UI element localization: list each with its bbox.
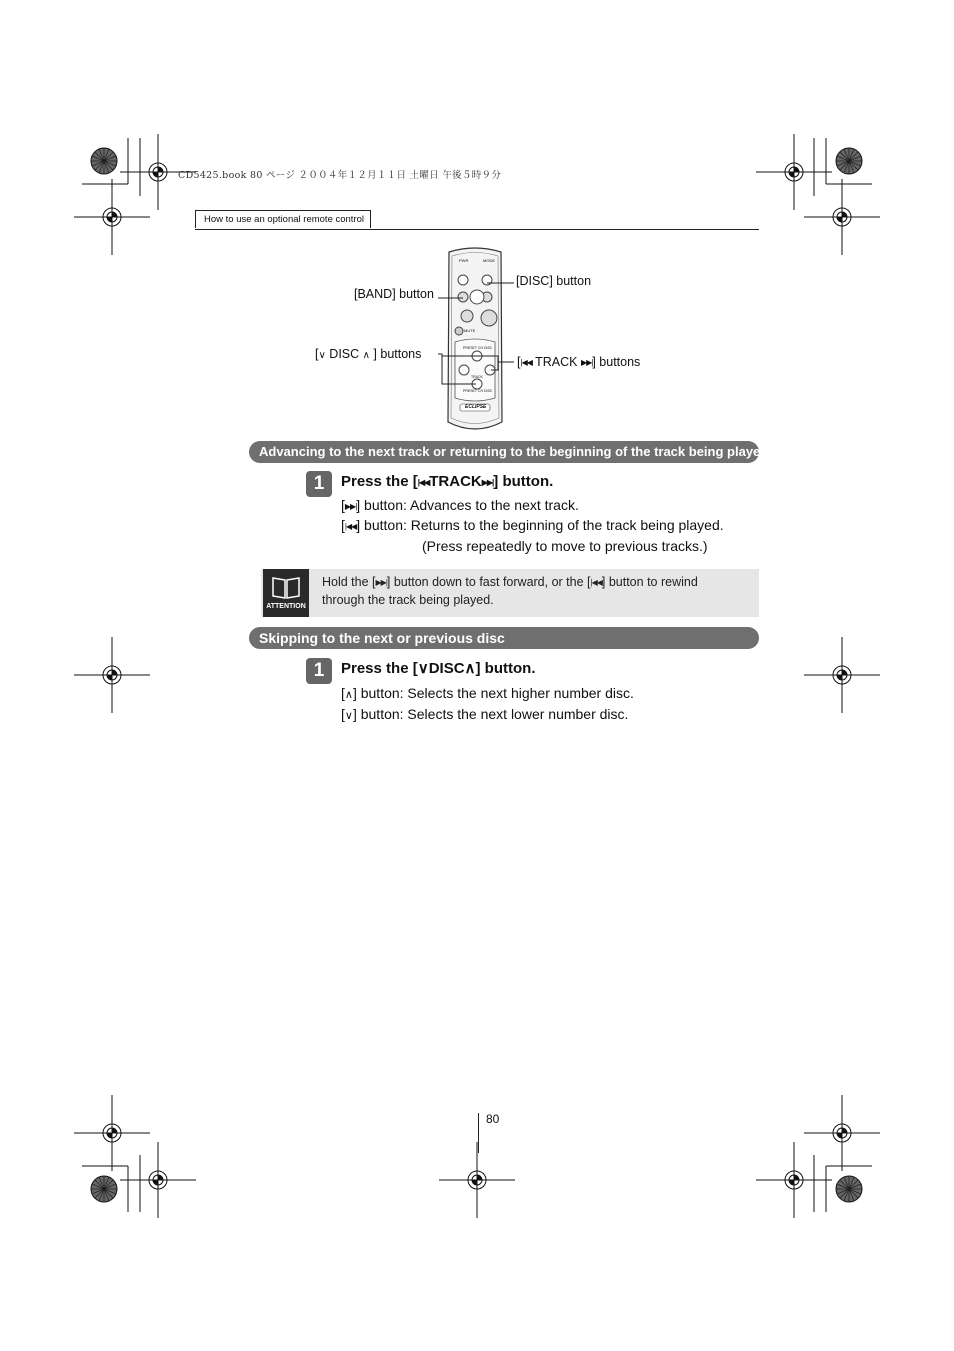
previous-track-icon: |◀◀ [417, 478, 430, 487]
attention-line-1 [322, 575, 698, 589]
book-icon [271, 575, 301, 601]
callout-disc-updown-buttons [315, 347, 421, 361]
step-title-disc-pre: Press the [ [341, 660, 418, 677]
remote-label-mute: MUTE [464, 328, 476, 333]
remote-brand-logo: ECLIPSE [465, 404, 487, 410]
callout-track-buttons [517, 355, 640, 369]
step-title-disc [341, 659, 536, 677]
desc-disc-up [341, 685, 634, 701]
page-number-rule [478, 1113, 479, 1153]
print-header: CD5425.book 80 ページ ２００４年１２月１１日 土曜日 午後５時９分 [178, 170, 502, 181]
step-title-track-pre: Press the [ [341, 473, 418, 490]
desc-disc-down-pre: [ [341, 706, 345, 722]
down-chevron-icon: ∨ [344, 710, 353, 722]
up-chevron-icon: ∧ [362, 350, 370, 361]
next-track-icon: ▶▶| [580, 358, 593, 367]
previous-track-icon: |◀◀ [344, 522, 357, 531]
callout-disc-updown-post: ] buttons [369, 347, 422, 361]
callout-disc-updown-pre: [ [315, 347, 319, 361]
callout-disc-button: [DISC] button [516, 274, 592, 288]
remote-label-pwr: PWR [459, 258, 469, 263]
remote-label-preset-top: PRESET CH DISC [463, 346, 493, 350]
attention-line-1c: ] button to rewind [601, 575, 698, 589]
attention-line-1a: Hold the [ [322, 575, 376, 589]
remote-label-track: TRACK [471, 375, 483, 379]
callout-track-mid: TRACK [531, 355, 581, 369]
desc-disc-down-text: ] button: Selects the next lower number disc. [352, 706, 629, 722]
down-chevron-icon: ∨ [417, 660, 429, 677]
callout-band-button: [BAND] button [354, 287, 434, 301]
desc-next-track-text: ] button: Advances to the next track. [356, 497, 579, 513]
remote-label-mode: MODE [483, 258, 495, 263]
step-badge-1-disc: 1 [306, 658, 332, 684]
up-chevron-icon: ∧ [344, 689, 353, 701]
desc-previous-track: [|◀◀] button: Returns to the beginning of the track being played. [341, 517, 724, 533]
step-title-disc-mid: DISC [428, 660, 465, 677]
next-track-icon: ▶▶| [344, 502, 357, 511]
step-title-track [341, 473, 553, 490]
attention-line-1b: ] button down to fast forward, or the [ [386, 575, 591, 589]
desc-disc-up-text: ] button: Selects the next higher number disc. [352, 685, 634, 701]
desc-disc-up-pre: [ [341, 685, 345, 701]
attention-line-2: through the track being played. [322, 593, 494, 607]
desc-previous-track-note: (Press repeatedly to move to previous tracks.) [422, 538, 708, 554]
desc-previous-track-text: ] button: Returns to the beginning of the track being played. [356, 517, 724, 533]
step-badge-1: 1 [306, 471, 332, 497]
section-tab: How to use an optional remote control [195, 210, 371, 228]
page-number: 80 [486, 1112, 500, 1126]
callout-disc-updown-mid: DISC [325, 347, 363, 361]
step-title-track-post: ] button. [493, 473, 554, 490]
remote-label-preset-bottom: PRESET CH DISC [463, 389, 493, 393]
up-chevron-icon: ∧ [464, 660, 476, 677]
step-title-track-mid: TRACK [429, 473, 482, 490]
callout-track-post: ] buttons [592, 355, 641, 369]
callout-track-pre: [ [517, 355, 521, 369]
previous-track-icon: |◀◀ [520, 358, 532, 367]
next-track-icon: ▶▶| [375, 578, 387, 587]
previous-track-icon: |◀◀ [590, 578, 602, 587]
next-track-icon: ▶▶| [481, 478, 494, 487]
step-title-disc-post: ] button. [475, 660, 536, 677]
section-banner-track: Advancing to the next track or returning to the beginning of the track being played [249, 441, 759, 463]
attention-label: ATTENTION [266, 603, 306, 610]
section-banner-disc: Skipping to the next or previous disc [249, 627, 759, 649]
desc-disc-down [341, 706, 628, 722]
desc-next-track: [▶▶|] button: Advances to the next track. [341, 497, 579, 513]
down-chevron-icon: ∨ [318, 350, 326, 361]
